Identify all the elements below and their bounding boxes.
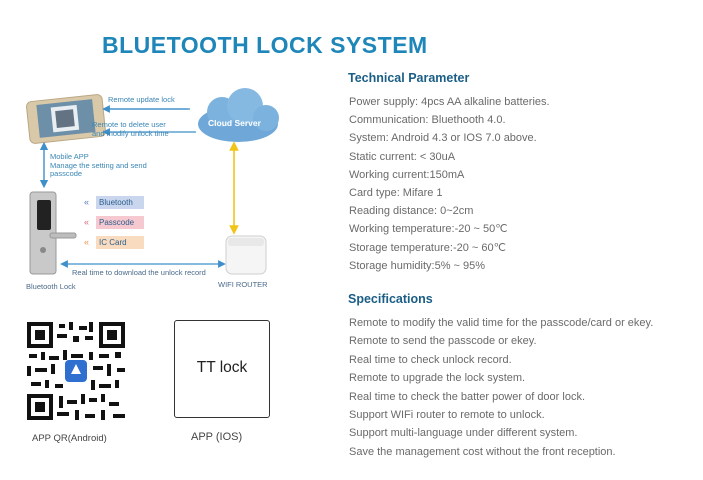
ios-caption: APP (IOS) <box>191 431 243 443</box>
wifi-router-icon <box>226 236 266 274</box>
chevron-left-icon: « <box>84 197 90 207</box>
mobile-app-label-3: passcode <box>50 169 83 178</box>
specifications-list <box>349 314 653 461</box>
remote-delete-label-2: and modify unlock time <box>92 128 169 138</box>
technical-heading: Technical Parameter <box>348 71 470 85</box>
list-item: Support multi-language under different system. <box>349 427 578 440</box>
list-item: Remote to send the passcode or ekey. <box>349 335 537 348</box>
list-item: System: Android 4.3 or IOS 7.0 above. <box>349 132 537 145</box>
technical-list <box>349 93 550 275</box>
door-lock-icon <box>30 192 76 274</box>
list-item: Communication: Bluethooth 4.0. <box>349 114 506 127</box>
qr-code-image <box>27 322 125 420</box>
list-item: Card type: Mifare 1 <box>349 186 443 199</box>
list-item: Working current:150mA <box>349 168 465 181</box>
list-item: Working temperature:-20 ~ 50℃ <box>349 223 508 236</box>
cloud-icon <box>198 88 279 142</box>
remote-delete-label-1: Remote to delete user <box>92 120 166 129</box>
list-item: Real time to check the batter power of door lock. <box>349 390 586 403</box>
list-item: Real time to check unlock record. <box>349 353 512 366</box>
cloud-server-label: Cloud Server <box>208 118 261 128</box>
system-diagram <box>0 80 340 300</box>
list-item: Support WIFi router to remote to unlock. <box>349 408 545 421</box>
list-item: Remote to modify the valid time for the passcode/card or ekey. <box>349 317 654 329</box>
tag-ic-card: IC Card <box>96 236 144 249</box>
chevron-left-icon: « <box>84 237 90 247</box>
realtime-label: Real time to download the unlock record <box>72 268 206 277</box>
list-item: Reading distance: 0~2cm <box>349 205 474 218</box>
list-item: Save the management cost without the front reception. <box>349 445 616 458</box>
qr-caption: APP QR(Android) <box>32 433 107 444</box>
specifications-heading: Specifications <box>348 292 433 306</box>
tag-passcode: Passcode <box>96 216 144 229</box>
chevron-left-icon: « <box>84 217 90 227</box>
router-label: WIFI ROUTER <box>218 280 268 289</box>
list-item: Storage temperature:-20 ~ 60℃ <box>349 241 506 254</box>
list-item: Storage humidity:5% ~ 95% <box>349 259 486 272</box>
tt-lock-app-box[interactable] <box>174 320 270 418</box>
remote-update-label: Remote update lock <box>108 95 175 104</box>
list-item: Remote to upgrade the lock system. <box>349 372 526 385</box>
tag-bluetooth: Bluetooth <box>96 196 144 209</box>
page-title: BLUETOOTH LOCK SYSTEM <box>102 32 428 58</box>
mobile-app-label-2: Manage the setting and send <box>50 160 147 170</box>
list-item: Power supply: 4pcs AA alkaline batteries. <box>349 96 550 108</box>
lock-label: Bluetooth Lock <box>26 282 76 291</box>
list-item: Static current: < 30uA <box>349 150 456 163</box>
mobile-app-label-1: Mobile APP <box>50 152 89 161</box>
tt-lock-label: TT lock <box>196 359 248 376</box>
diagram-graphics <box>0 80 340 300</box>
